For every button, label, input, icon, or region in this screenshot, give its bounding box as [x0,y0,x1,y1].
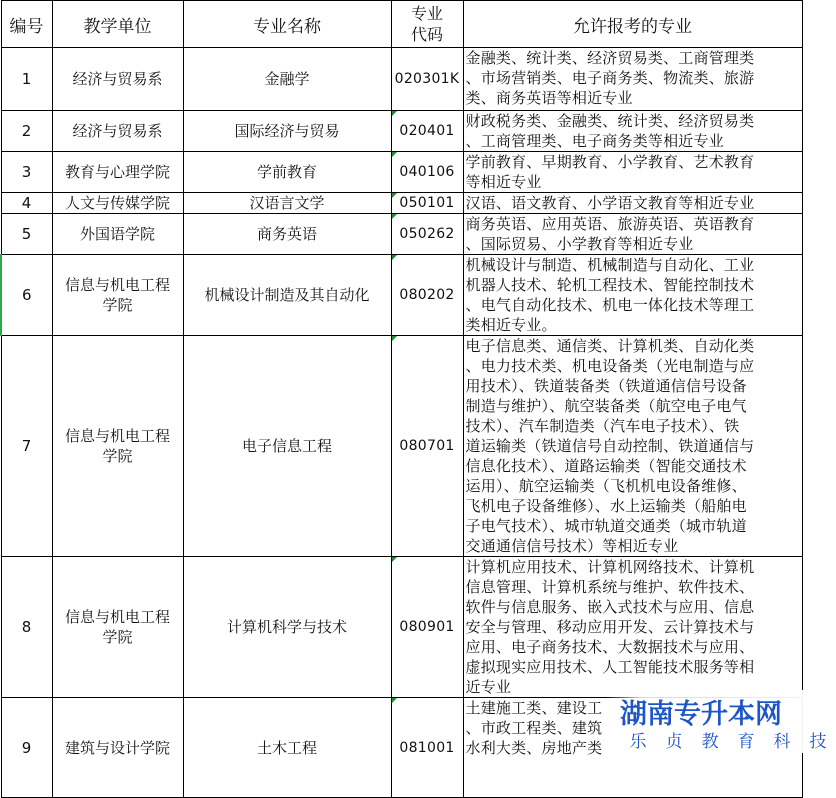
teaching-unit: 信息与机电工程 [64,276,170,294]
row-number: 7 [1,336,52,557]
teaching-unit-cell [52,193,183,214]
allowed-majors-line: 飞机电子设备维修）、水上运输类（船舶电 [465,497,747,515]
teaching-unit: 人文与传媒学院 [64,194,170,212]
watermark-char: 乐 [629,732,647,752]
allowed-majors-line: 学前教育、早期教育、小学教育、艺术教育 [465,153,755,171]
major-code: 080202 [391,255,463,336]
major-code: 081001 [391,698,463,798]
allowed-majors-line: 、市政工程类、建筑 [465,719,603,737]
watermark-char: 科 [773,732,791,752]
allowed-majors-cell [463,193,802,214]
watermark-title: 湖南专升本网 [620,699,782,730]
table-row [1,111,802,152]
header-major-code [391,1,463,48]
allowed-majors-line: 计算机应用技术、计算机网络技术、计算机 [465,558,755,576]
allowed-majors-line: 道运输类（铁道信号自动控制、铁道通信与 [465,437,755,455]
allowed-majors-line: 运用）、航空运输类（飞机机电设备维修、 [465,477,747,495]
row-number: 4 [1,193,52,214]
allowed-majors-line: 信息管理、计算机系统与维护、软件技术、 [465,578,755,596]
allowed-majors-line: 应用、电子商务技术、大数据技术与应用、 [465,638,755,656]
table-row [1,48,802,111]
allowed-majors-line: 、市场营销类、电子商务类、物流类、旅游 [465,69,755,87]
allowed-majors-line: 、工商管理类、电子商务类等相近专业 [465,132,724,150]
teaching-unit-cell [52,214,183,255]
watermark [606,690,827,753]
allowed-majors-line: 制造与维护）、航空装备类（航空电子电气 [465,397,747,415]
teaching-unit: 经济与贸易系 [72,122,163,140]
allowed-majors-line: 电子信息类、通信类、计算机类、自动化类 [465,337,755,355]
allowed-majors-line: 软件与信息服务、嵌入式技术与应用、信息 [465,598,755,616]
allowed-majors-line: 技术）、汽车制造类（汽车电子技术）、铁 [465,417,740,435]
row-number: 3 [1,152,52,193]
major-name: 学前教育 [183,152,391,193]
teaching-unit: 信息与机电工程 [64,608,170,626]
allowed-majors-line: 金融类、统计类、经济贸易类、工商管理类 [465,49,755,67]
allowed-majors-cell [463,336,802,557]
allowed-majors-line: 类相近专业。 [465,316,557,334]
allowed-majors-line: 、电力技术类、机电设备类（光电制造与应 [465,357,755,375]
row-number: 6 [1,255,52,336]
major-name: 土木工程 [183,698,391,798]
allowed-majors-cell [463,255,802,336]
header-number: 编号 [1,1,52,48]
teaching-unit-cell [52,336,183,557]
teaching-unit: 学院 [102,628,133,646]
allowed-majors-line: 、国际贸易、小学教育等相近专业 [465,235,694,253]
major-name: 电子信息工程 [183,336,391,557]
major-code: 080901 [391,557,463,698]
watermark-char: 教 [701,732,719,752]
allowed-majors-cell [463,557,802,698]
teaching-unit-cell [52,152,183,193]
table-row [1,193,802,214]
allowed-majors-line: 虚拟现实应用技术、人工智能技术服务等相 [465,658,755,676]
header-teaching-unit: 教学单位 [52,1,183,48]
row-number: 5 [1,214,52,255]
allowed-majors-line: 安全与管理、移动应用开发、云计算技术与 [465,618,755,636]
major-code: 050101 [391,193,463,214]
row-number: 9 [1,698,52,798]
allowed-majors-line: 、电气自动化技术、机电一体化技术等理工 [465,296,755,314]
table-row [1,336,802,557]
table-row [1,214,802,255]
table-row [1,255,802,336]
allowed-majors-line: 用技术）、铁道装备类（铁道通信信号设备 [465,377,747,395]
major-code: 020401 [391,111,463,152]
allowed-majors-line: 信息化技术）、道路运输类（智能交通技术 [465,457,747,475]
major-name: 机械设计制造及其自动化 [183,255,391,336]
watermark-char: 技 [809,732,827,752]
major-name: 商务英语 [183,214,391,255]
teaching-unit: 信息与机电工程 [64,427,170,445]
row-number: 1 [1,48,52,111]
header-allowed-majors: 允许报考的专业 [463,1,802,48]
teaching-unit: 学院 [102,296,133,314]
allowed-majors-line: 商务英语、应用英语、旅游英语、英语教育 [465,215,755,233]
allowed-majors-cell [463,214,802,255]
teaching-unit: 学院 [102,447,133,465]
watermark-char: 贞 [665,732,683,752]
watermark-subtitle [620,727,836,752]
header-major-name: 专业名称 [183,1,391,48]
header-code-line-1: 专业 [410,4,443,23]
header-row [1,1,802,48]
teaching-unit-cell [52,111,183,152]
row-number: 2 [1,111,52,152]
allowed-majors-cell [463,48,802,111]
allowed-majors-line: 近专业 [465,678,512,696]
row-number: 8 [1,557,52,698]
allowed-majors-cell [463,152,802,193]
teaching-unit-cell [52,255,183,336]
major-code: 040106 [391,152,463,193]
major-code: 080701 [391,336,463,557]
watermark-char: 育 [737,732,755,752]
teaching-unit-cell [52,698,183,798]
teaching-unit: 教育与心理学院 [64,163,170,181]
major-name: 汉语言文学 [183,193,391,214]
major-name: 金融学 [183,48,391,111]
major-name: 计算机科学与技术 [183,557,391,698]
teaching-unit-cell [52,557,183,698]
table-row [1,557,802,698]
allowed-majors-line: 土建施工类、建设工 [465,699,603,717]
allowed-majors-line: 类、商务英语等相近专业 [465,89,633,107]
allowed-majors-cell [463,111,802,152]
teaching-unit-cell [52,48,183,111]
teaching-unit: 建筑与设计学院 [64,738,170,757]
major-code: 020301K [391,48,463,111]
teaching-unit: 外国语学院 [79,225,155,243]
table-row [1,152,802,193]
allowed-majors-line: 机器人技术、轮机工程技术、智能控制技术 [465,276,755,294]
header-code-line-2: 代码 [410,25,443,44]
allowed-majors-line: 子电气技术）、城市轨道交通类（城市轨道 [465,517,747,535]
allowed-majors-line: 汉语、语文教育、小学语文教育等相近专业 [465,194,755,212]
allowed-majors-line: 水利大类、房地产类 [465,739,603,757]
allowed-majors-line: 交通通信信号技术）等相近专业 [465,537,679,555]
allowed-majors-line: 财政税务类、金融类、统计类、经济贸易类 [465,112,755,130]
teaching-unit: 经济与贸易系 [72,70,163,88]
allowed-majors-line: 机械设计与制造、机械制造与自动化、工业 [465,256,755,274]
major-code: 050262 [391,214,463,255]
major-name: 国际经济与贸易 [183,111,391,152]
allowed-majors-line: 等相近专业 [465,173,542,191]
